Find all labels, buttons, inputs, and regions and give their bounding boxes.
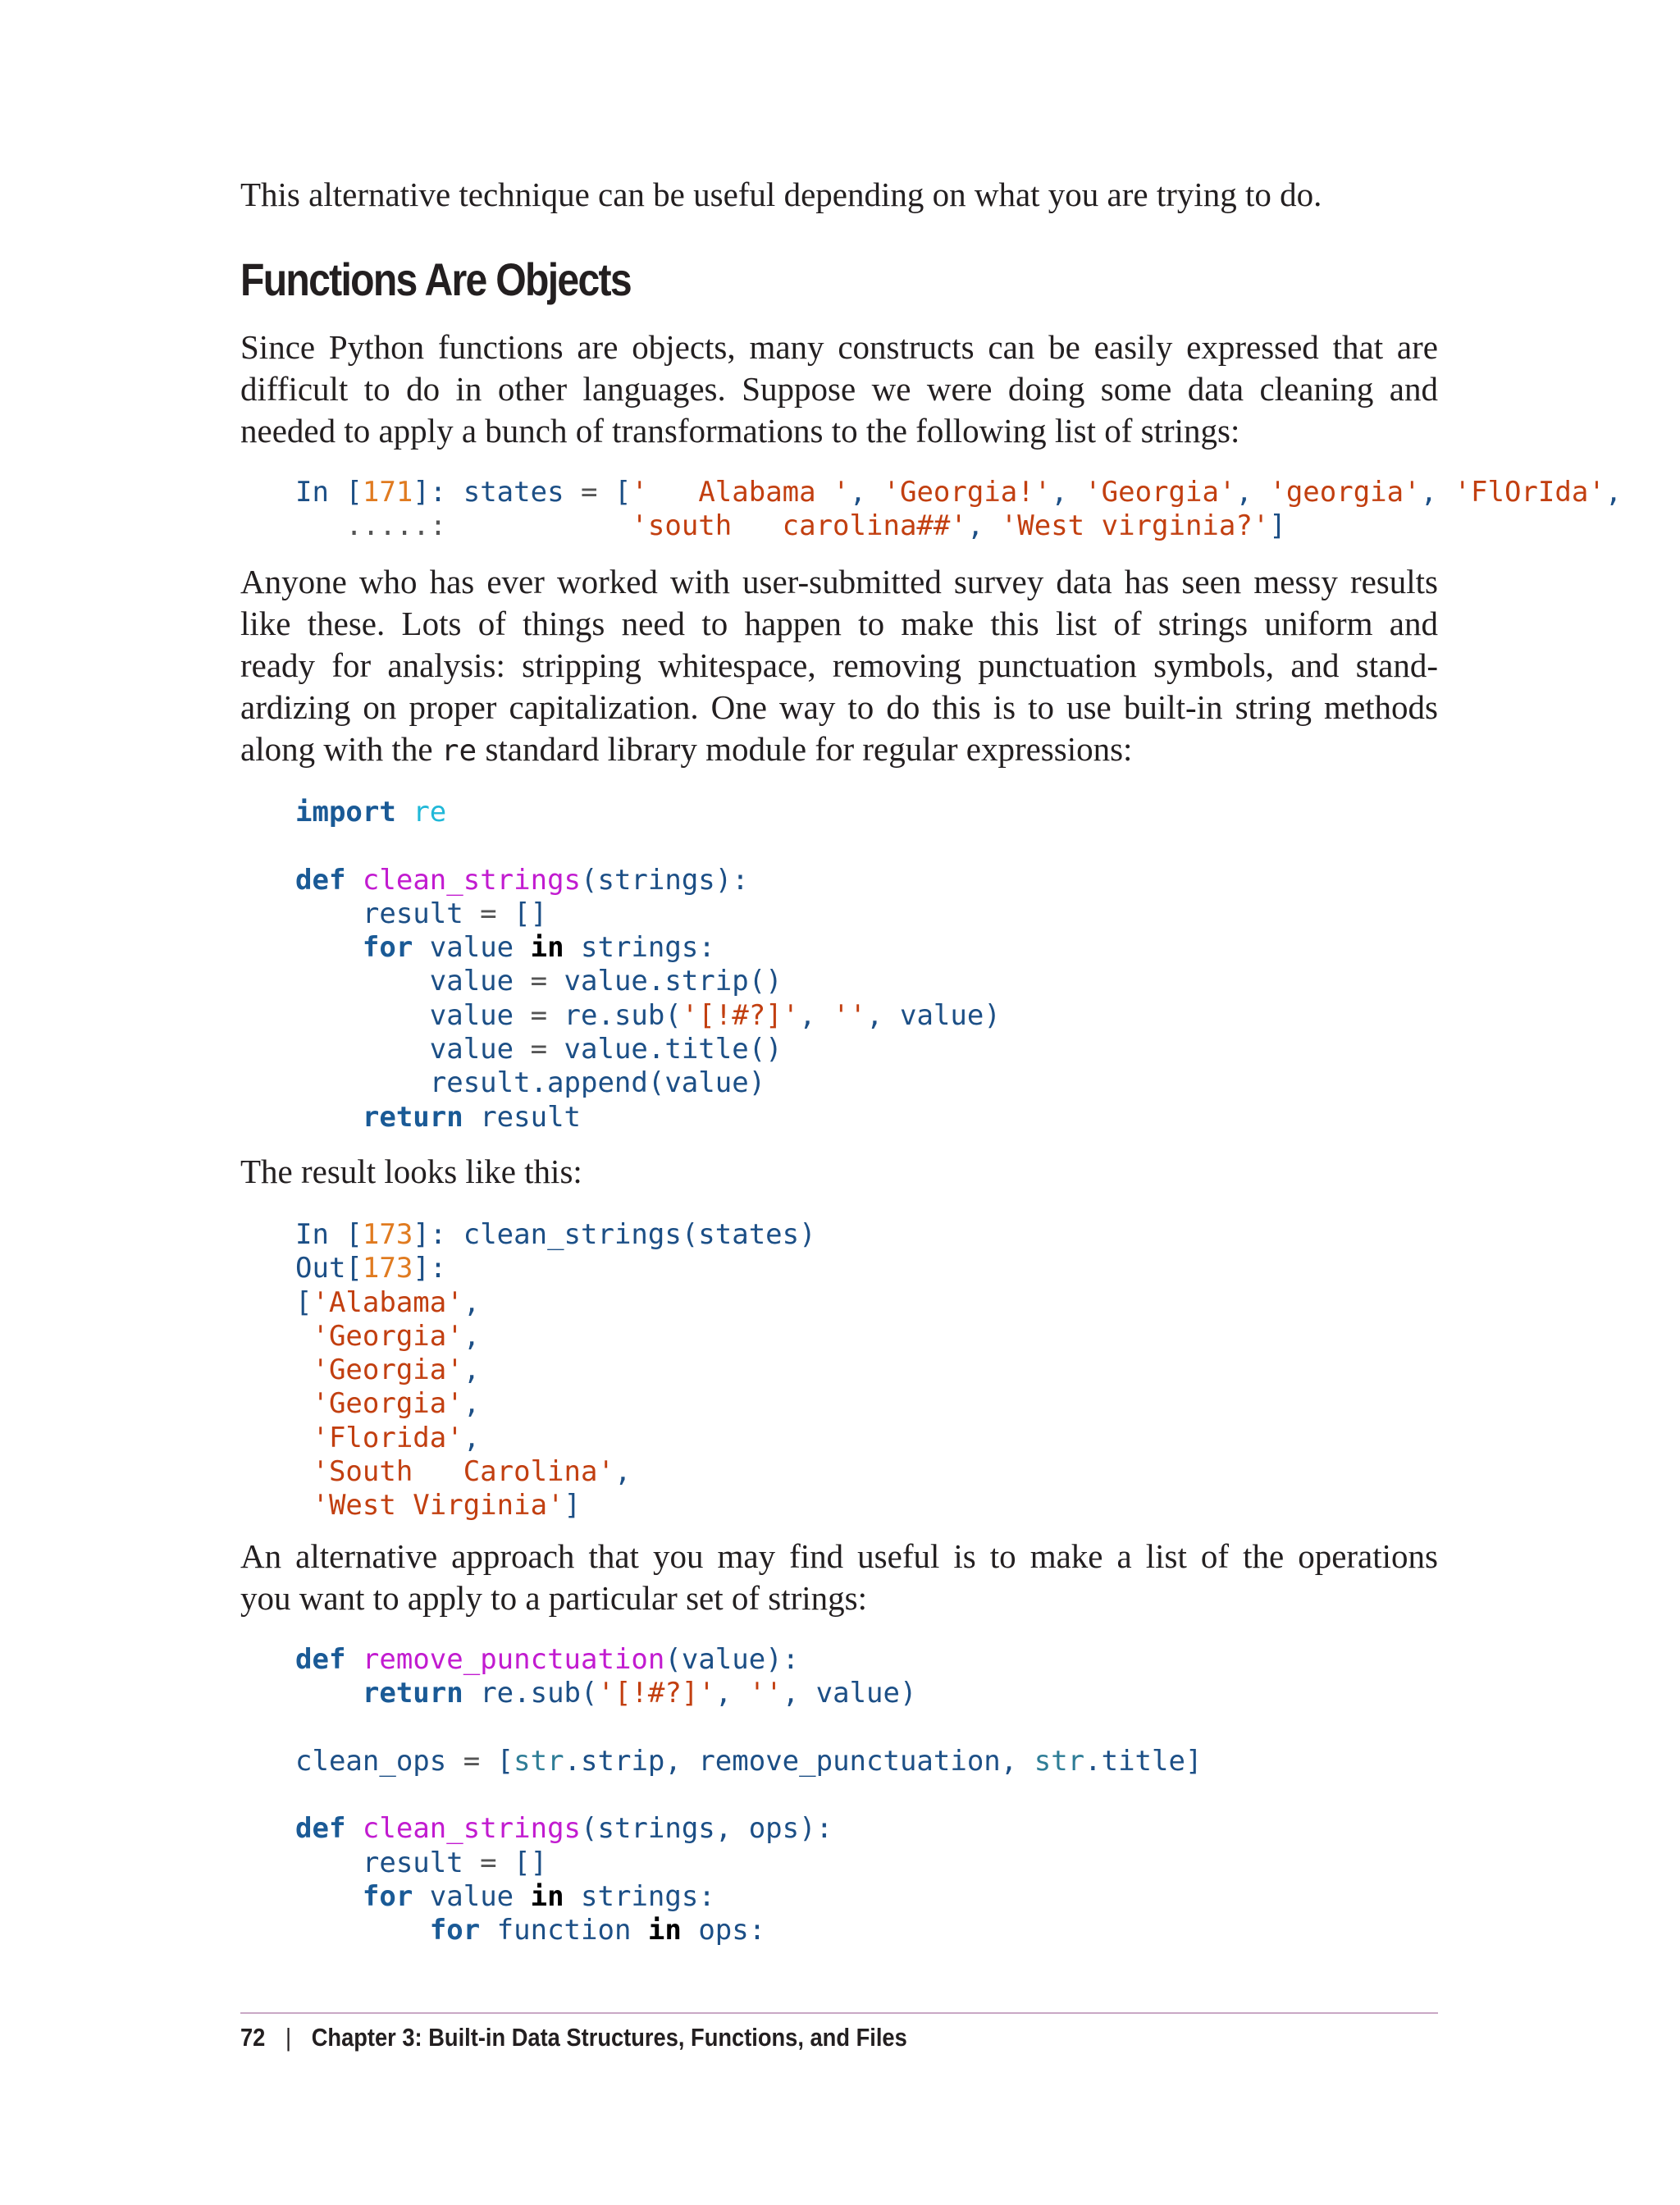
paragraph-messy-data [240,561,1438,772]
code-block-states: In [171]: states = [' Alabama ', 'Georgia!', 'Georgia', 'georgia', 'FlOrIda', .....: 'south carolina##', 'West virginia?'] [295,476,1623,543]
section-title: Functions Are Objects [240,253,631,305]
code-block-clean-ops: def remove_punctuation(value): return re.sub('[!#?]', '', value) clean_ops = [str.strip, remove_punctuation, str.title] def clean_strings(strings, ops): result = [] for value in strings: for function in ops: [295,1643,1203,1947]
chapter-title: Chapter 3: Built-in Data Structures, Functions, and Files [311,2023,907,2052]
page-footer [240,2023,907,2052]
paragraph-result-intro [240,1151,1438,1193]
paragraph-line: along with the re standard library module for regular expressions: [240,730,1133,768]
intro-line: This alternative technique can be useful depending on what you are trying to do. [240,176,1322,213]
paragraph-line: Anyone who has ever worked with user-submitted survey data has seen messy results [240,563,1438,600]
footer-rule [240,2012,1438,2014]
code-block-clean-strings: import re def clean_strings(strings): result = [] for value in strings: value = value.strip() value = re.sub('[!#?]', '', value) value = value.title() result.append(value) return result [295,796,1001,1134]
paragraph-line: The result looks like this: [240,1153,582,1190]
footer-separator: | [285,2023,292,2052]
paragraph-line: Since Python functions are objects, many constructs can be easily expressed that are [240,328,1438,366]
paragraph-line: needed to apply a bunch of transformations to the following list of strings: [240,412,1240,450]
paragraph-line: ardizing on proper capitalization. One way to do this is to use built-in string methods [240,688,1438,726]
paragraph-alternative-approach [240,1536,1438,1619]
paragraph-line: you want to apply to a particular set of strings: [240,1579,868,1617]
inline-code-re: re [441,734,477,768]
paragraph-functions-objects [240,326,1438,452]
paragraph-line: An alternative approach that you may find useful is to make a list of the operations [240,1537,1438,1575]
paragraph-line: ready for analysis: stripping whitespace, removing punctuation symbols, and stand- [240,646,1438,684]
code-block-result: In [173]: clean_strings(states) Out[173]: ['Alabama', 'Georgia', 'Georgia', 'Georgia', 'Florida', 'South Carolina', 'West Virginia'] [295,1218,816,1522]
page-number: 72 [240,2023,266,2052]
intro-paragraph [240,174,1438,216]
paragraph-line: like these. Lots of things need to happen to make this list of strings uniform and [240,605,1438,642]
paragraph-line: difficult to do in other languages. Suppose we were doing some data cleaning and [240,370,1438,408]
